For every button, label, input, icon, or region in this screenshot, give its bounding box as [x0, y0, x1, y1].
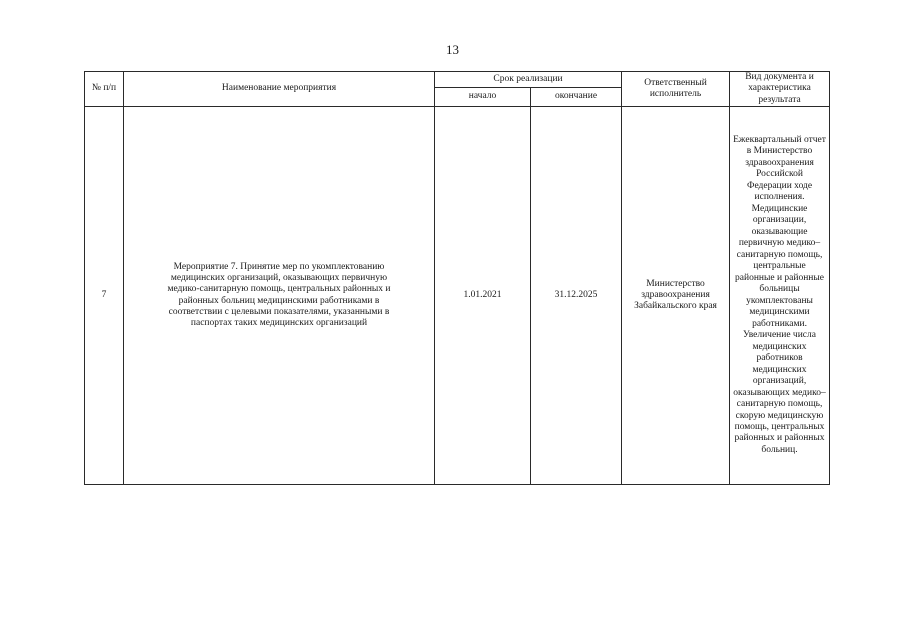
header-result: Вид документа и характеристика результата — [730, 72, 830, 107]
table-row — [85, 107, 830, 485]
row-start: 1.01.2021 — [435, 107, 531, 485]
row-num: 7 — [85, 107, 124, 485]
header-start: начало — [435, 88, 531, 107]
header-num: № п/п — [85, 72, 124, 107]
activities-table — [84, 71, 830, 485]
page-number: 13 — [446, 42, 459, 57]
header-row — [85, 72, 830, 88]
header-period: Срок реализации — [435, 72, 622, 88]
row-result: Ежеквартальный отчет в Министерство здравоохранения Российской Федерации ходе исполнения. Медицинские организации, оказывающие первичную медико–санитарную помощь, центральные районные и районные больницы укомплектованы медицинскими работниками. Увеличение числа медицинских работников медицинских организаций, оказывающих медико–санитарную помощь, скорую медицинскую помощь, центральных районных и районных больниц. — [730, 107, 830, 485]
header-executor: Ответственный исполнитель — [622, 72, 730, 107]
row-name: Мероприятие 7. Принятие мер по укомплектованию медицинских организаций, оказывающих первичную медико-санитарную помощь, центральных районных и районных больниц медицинскими работниками в соответствии с целевыми показателями, указанными в паспортах таких медицинских организаций — [124, 107, 435, 485]
row-executor: Министерство здравоохранения Забайкальского края — [622, 107, 730, 485]
header-end: окончание — [531, 88, 622, 107]
header-name: Наименование мероприятия — [124, 72, 435, 107]
row-end: 31.12.2025 — [531, 107, 622, 485]
